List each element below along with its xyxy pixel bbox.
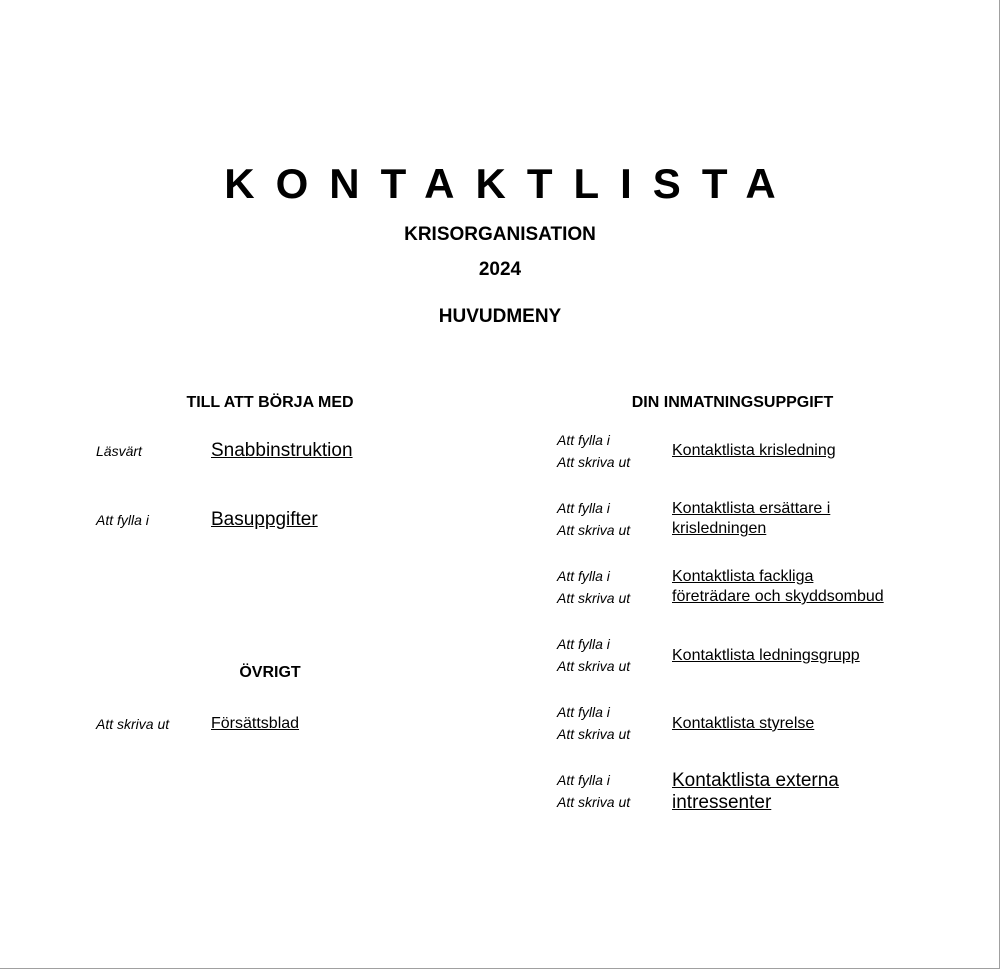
hint-print: Att skriva ut (96, 716, 170, 732)
link-contact-board[interactable]: Kontaktlista styrelse (672, 715, 815, 732)
link-contact-external-stakeholders[interactable]: Kontaktlista externa (672, 770, 839, 791)
hint-print: Att skriva ut (557, 454, 631, 470)
link-contact-management-group[interactable]: Kontaktlista ledningsgrupp (672, 647, 860, 664)
link-contact-external-stakeholders-line2[interactable]: intressenter (672, 792, 772, 813)
hint-fill: Att fylla i (557, 432, 610, 448)
link-contact-union-representatives-line2[interactable]: företrädare och skyddsombud (672, 588, 884, 605)
link-contact-crisis-management[interactable]: Kontaktlista krisledning (672, 442, 836, 459)
hint-fill: Att fylla i (557, 772, 610, 788)
link-basic-data[interactable]: Basuppgifter (211, 509, 318, 530)
hint-read: Läsvärt (96, 443, 142, 459)
main-menu-heading: HUVUDMENY (438, 306, 562, 327)
hint-print: Att skriva ut (557, 522, 631, 538)
hint-fill: Att fylla i (96, 512, 149, 528)
page-year: 2024 (478, 259, 522, 280)
hint-fill: Att fylla i (557, 568, 610, 584)
hint-print: Att skriva ut (557, 726, 631, 742)
section-heading-start: TILL ATT BÖRJA MED (186, 394, 354, 411)
link-contact-union-representatives[interactable]: Kontaktlista fackliga (672, 568, 814, 585)
hint-print: Att skriva ut (557, 658, 631, 674)
hint-print: Att skriva ut (557, 794, 631, 810)
link-contact-crisis-substitutes-line2[interactable]: krisledningen (672, 520, 767, 537)
hint-print: Att skriva ut (557, 590, 631, 606)
section-heading-other: ÖVRIGT (239, 664, 301, 681)
section-heading-input: DIN INMATNINGSUPPGIFT (631, 394, 834, 411)
hint-fill: Att fylla i (557, 636, 610, 652)
link-contact-crisis-substitutes[interactable]: Kontaktlista ersättare i (672, 500, 831, 517)
hint-fill: Att fylla i (557, 704, 610, 720)
link-cover-sheet[interactable]: Försättsblad (211, 715, 300, 732)
page-title: KONTAKTLISTA (224, 160, 797, 207)
link-quick-guide[interactable]: Snabbinstruktion (211, 440, 353, 461)
hint-fill: Att fylla i (557, 500, 610, 516)
page-subtitle: KRISORGANISATION (404, 224, 596, 245)
